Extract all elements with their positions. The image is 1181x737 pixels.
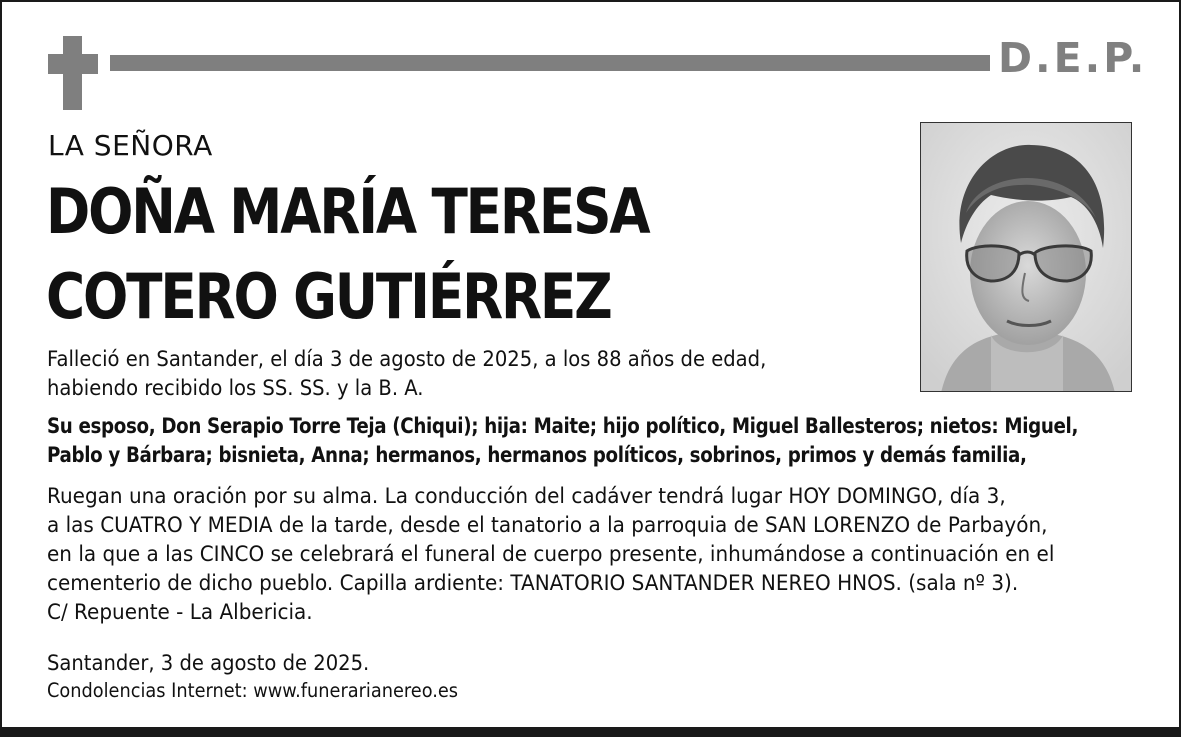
deceased-name-line2: COTERO GUTIÉRREZ [46,260,611,333]
place-date: Santander, 3 de agosto de 2025. [47,651,370,676]
top-divider [110,55,990,71]
family-list [47,412,1078,470]
death-notice [47,345,766,403]
family-line: Pablo y Bárbara; bisnieta, Anna; hermanos, hermanos políticos, sobrinos, primos y demás familia, [47,443,1027,467]
condolences-link[interactable]: Condolencias Internet: www.funerarianereo.es [47,679,459,702]
ceremony-line: en la que a las CINCO se celebrará el funeral de cuerpo presente, inhumándose a continuación en el [47,542,1055,567]
portrait-image [921,123,1132,392]
deceased-name-line1: DOÑA MARÍA TERESA [46,175,649,248]
death-notice-line: Falleció en Santander, el día 3 de agosto de 2025, a los 88 años de edad, [47,347,767,372]
ceremony-line: cementerio de dicho pueblo. Capilla ardiente: TANATORIO SANTANDER NEREO HNOS. (sala nº 3). [47,571,1019,596]
death-notice-line: habiendo recibido los SS. SS. y la B. A. [47,376,424,401]
honorific-label: LA SEÑORA [48,129,213,162]
cross-icon [48,36,98,110]
bottom-border [0,727,1181,737]
ceremony-details [47,482,1054,627]
ceremony-line: Ruegan una oración por su alma. La conducción del cadáver tendrá lugar HOY DOMINGO, día 3, [47,484,1006,509]
deceased-portrait [920,122,1132,392]
ceremony-line: a las CUATRO Y MEDIA de la tarde, desde el tanatorio a la parroquia de SAN LORENZO de Parbayón, [47,513,1048,538]
ceremony-line: C/ Repuente - La Albericia. [47,600,313,625]
family-line: Su esposo, Don Serapio Torre Teja (Chiqui); hija: Maite; hijo político, Miguel Ballesteros; nietos: Miguel, [47,414,1079,438]
dep-label: D.E.P. [998,34,1148,82]
